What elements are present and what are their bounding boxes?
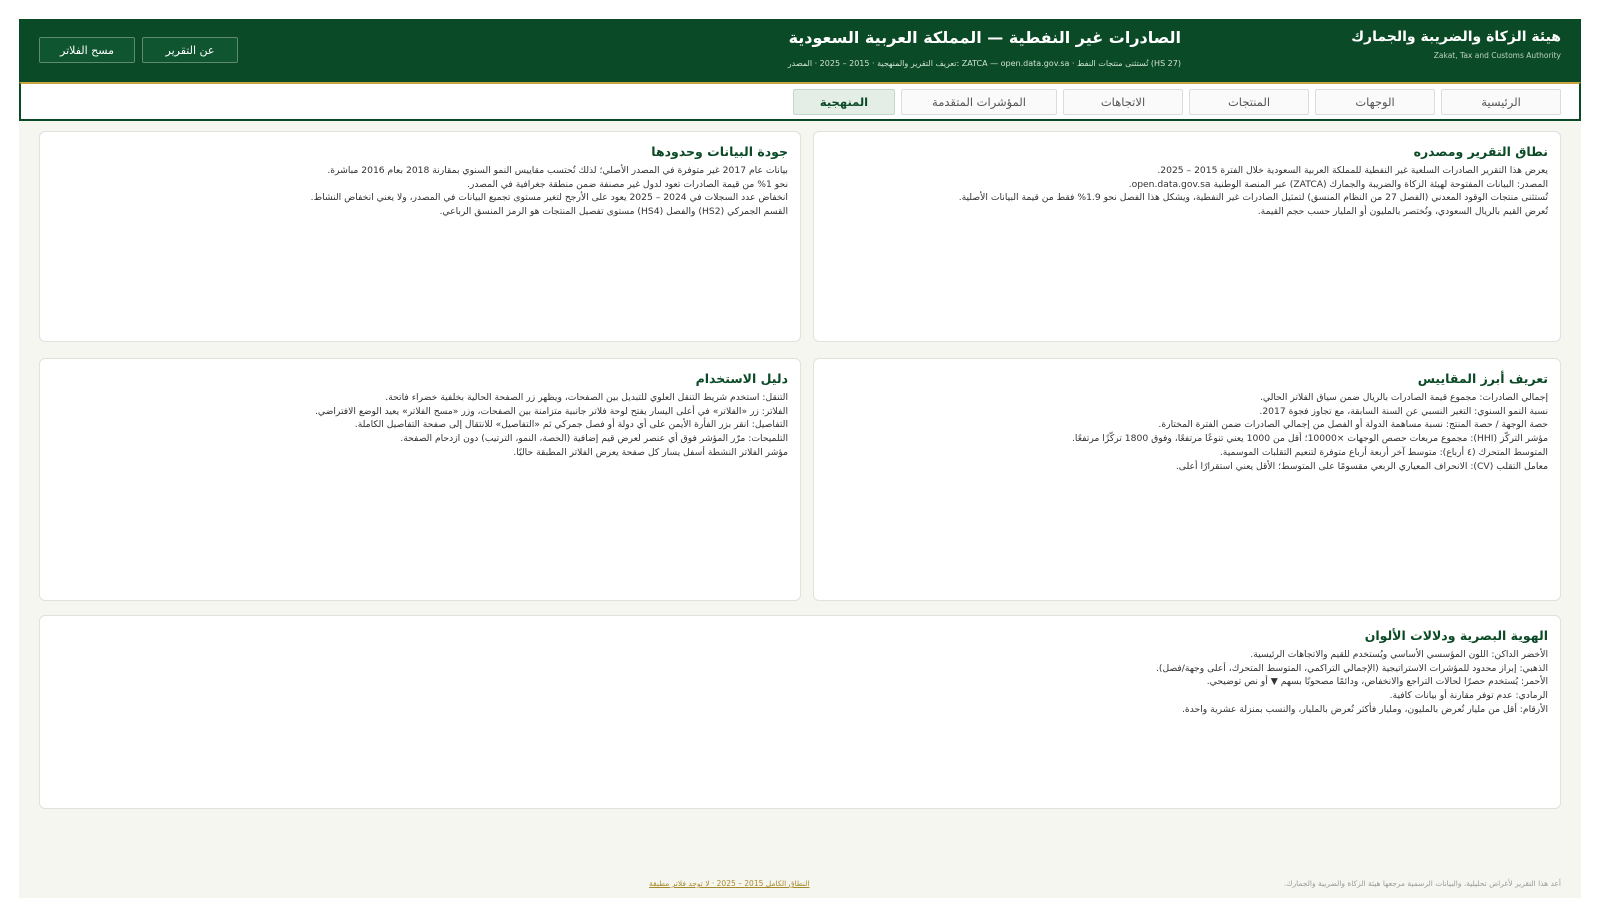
list-item: تُعرض القيم بالريال السعودي، وتُختصر بالمليون أو المليار حسب حجم القيمة.	[1257, 206, 1548, 218]
card-user-guide-title: دليل الاستخدام	[695, 371, 788, 386]
list-item: الأحمر: يُستخدم حصرًا لحالات التراجع والانخفاض، ودائمًا مصحوبًا بسهم ▼ أو نص توضيحي.	[1206, 676, 1548, 688]
header-bar	[19, 19, 1581, 82]
card-metrics-list	[826, 391, 1548, 473]
card-metrics	[813, 358, 1561, 601]
tab-products[interactable]: المنتجات	[1189, 89, 1309, 115]
page-title: الصادرات غير النفطية — المملكة العربية السعودية	[788, 28, 1181, 47]
title-block	[421, 28, 1181, 68]
list-item: معامل التقلب (CV): الانحراف المعياري الربعي مقسومًا على المتوسط؛ الأقل يعني استقرارًا أعلى.	[1175, 460, 1548, 472]
list-item: التفاصيل: انقر بزر الفأرة الأيمن على أي دولة أو فصل جمركي ثم «التفاصيل» للانتقال إلى صفحة التفاصيل الكاملة.	[354, 419, 788, 431]
card-data-quality-list	[52, 164, 788, 219]
card-scope-title: نطاق التقرير ومصدره	[1413, 144, 1548, 159]
list-item: نسبة النمو السنوي: التغير النسبي عن السنة السابقة، مع تجاوز فجوة 2017.	[1259, 405, 1548, 417]
card-user-guide	[39, 358, 801, 601]
card-scope-list	[826, 164, 1548, 219]
card-metrics-title: تعريف أبرز المقاييس	[1417, 371, 1548, 386]
tab-home[interactable]: الرئيسية	[1441, 89, 1561, 115]
report-frame	[19, 19, 1581, 898]
list-item: القسم الجمركي (HS2) والفصل (HS4) مستوى تفصيل المنتجات هو الرمز المنسق الرباعي.	[439, 206, 788, 218]
card-data-quality	[39, 131, 801, 342]
active-filters-indicator[interactable]: النطاق الكامل 2015 – 2025 · لا توجد فلاتر مطبقة	[649, 879, 810, 888]
card-scope	[813, 131, 1561, 342]
tab-advanced-indicators[interactable]: المؤشرات المتقدمة	[901, 89, 1057, 115]
header-buttons	[39, 37, 238, 63]
list-item: المصدر: البيانات المفتوحة لهيئة الزكاة والضريبة والجمارك (ZATCA) عبر المنصة الوطنية open.data.gov.sa.	[1128, 178, 1548, 190]
list-item: الرمادي: عدم توفر مقارنة أو بيانات كافية.	[1389, 690, 1548, 702]
nav-tabs	[793, 89, 1561, 115]
list-item: إجمالي الصادرات: مجموع قيمة الصادرات بالريال ضمن سياق الفلاتر الحالي.	[1260, 392, 1548, 403]
list-item: مؤشر الفلاتر النشطة أسفل يسار كل صفحة يعرض الفلاتر المطبقة حاليًا.	[513, 446, 788, 458]
card-visual-identity	[39, 615, 1561, 809]
list-item: يعرض هذا التقرير الصادرات السلعية غير النفطية للمملكة العربية السعودية خلال الفترة 2015 – 2025.	[1157, 165, 1548, 176]
list-item: الأرقام: أقل من مليار تُعرض بالمليون، ومليار فأكثر تُعرض بالمليار، والنسب بمنزلة عشرية واحدة.	[1182, 703, 1548, 715]
tab-destinations[interactable]: الوجهات	[1315, 89, 1435, 115]
list-item: تُستثنى منتجات الوقود المعدني (الفصل 27 من النظام المنسق) لتمثيل الصادرات غير النفطية، ويشكل هذا الفصل نحو 1.9% فقط من قيمة البيانات الأصلية.	[958, 192, 1548, 204]
page-subtitle: (HS 27) تُستثنى منتجات النفط · ZATCA — open.data.gov.sa :تعريف التقرير والمنهجية · 2015 – 2025 · المصدر	[787, 59, 1181, 68]
tab-methodology[interactable]: المنهجية	[793, 89, 895, 115]
list-item: الأخضر الداكن: اللون المؤسسي الأساسي ويُستخدم للقيم والاتجاهات الرئيسية.	[1250, 649, 1548, 660]
list-item: نحو 1% من قيمة الصادرات تعود لدول غير مصنفة ضمن منطقة جغرافية في المصدر.	[467, 178, 788, 190]
list-item: الذهبي: إبراز محدود للمؤشرات الاستراتيجية (الإجمالي التراكمي، المتوسط المتحرك، أعلى وجهة/فصل).	[1155, 662, 1548, 674]
clear-filters-button[interactable]: مسح الفلاتر	[39, 37, 135, 63]
card-visual-identity-title: الهوية البصرية ودلالات الألوان	[1364, 628, 1548, 643]
list-item: التنقل: استخدم شريط التنقل العلوي للتبديل بين الصفحات، ويظهر زر الصفحة الحالية بخلفية خضراء فاتحة.	[385, 392, 788, 403]
footer-note: أعد هذا التقرير لأغراض تحليلية، والبيانات الرسمية مرجعها هيئة الزكاة والضريبة والجمارك.	[1283, 879, 1561, 888]
card-data-quality-title: جودة البيانات وحدودها	[651, 144, 788, 159]
card-user-guide-list	[52, 391, 788, 460]
org-name-ar: هيئة الزكاة والضريبة والجمارك	[1351, 29, 1561, 45]
list-item: بيانات عام 2017 غير متوفرة في المصدر الأصلي؛ لذلك تُحتسب مقاييس النمو السنوي بمقارنة 2018 بعام 2016 مباشرة.	[327, 165, 788, 176]
about-report-button[interactable]: عن التقرير	[142, 37, 238, 63]
list-item: مؤشر التركّز (HHI): مجموع مربعات حصص الوجهات ×10000؛ أقل من 1000 يعني تنوعًا مرتفعًا، وفوق 1800 تركّزًا مرتفعًا.	[1071, 433, 1548, 445]
list-item: الفلاتر: زر «الفلاتر» في أعلى اليسار يفتح لوحة فلاتر جانبية متزامنة بين الصفحات، وزر «مسح الفلاتر» يعيد الوضع الافتراضي.	[314, 405, 788, 417]
list-item: انخفاض عدد السجلات في 2024 – 2025 يعود على الأرجح لتغير مستوى تجميع البيانات في المصدر، ولا يعني انخفاض النشاط.	[310, 192, 788, 204]
nav-bar	[19, 82, 1581, 121]
org-name-en: Zakat, Tax and Customs Authority	[1433, 51, 1561, 60]
tab-trends[interactable]: الاتجاهات	[1063, 89, 1183, 115]
list-item: حصة الوجهة / حصة المنتج: نسبة مساهمة الدولة أو الفصل من إجمالي الصادرات ضمن الفترة المختارة.	[1158, 419, 1548, 431]
list-item: المتوسط المتحرك (٤ أرباع): متوسط آخر أربعة أرباع متوفرة لتنعيم التقلبات الموسمية.	[1219, 446, 1548, 458]
list-item: التلميحات: مرّر المؤشر فوق أي عنصر لعرض قيم إضافية (الحصة، النمو، الترتيب) دون ازدحام الصفحة.	[400, 433, 788, 445]
card-visual-identity-list	[52, 648, 1548, 717]
brand	[1351, 29, 1561, 60]
